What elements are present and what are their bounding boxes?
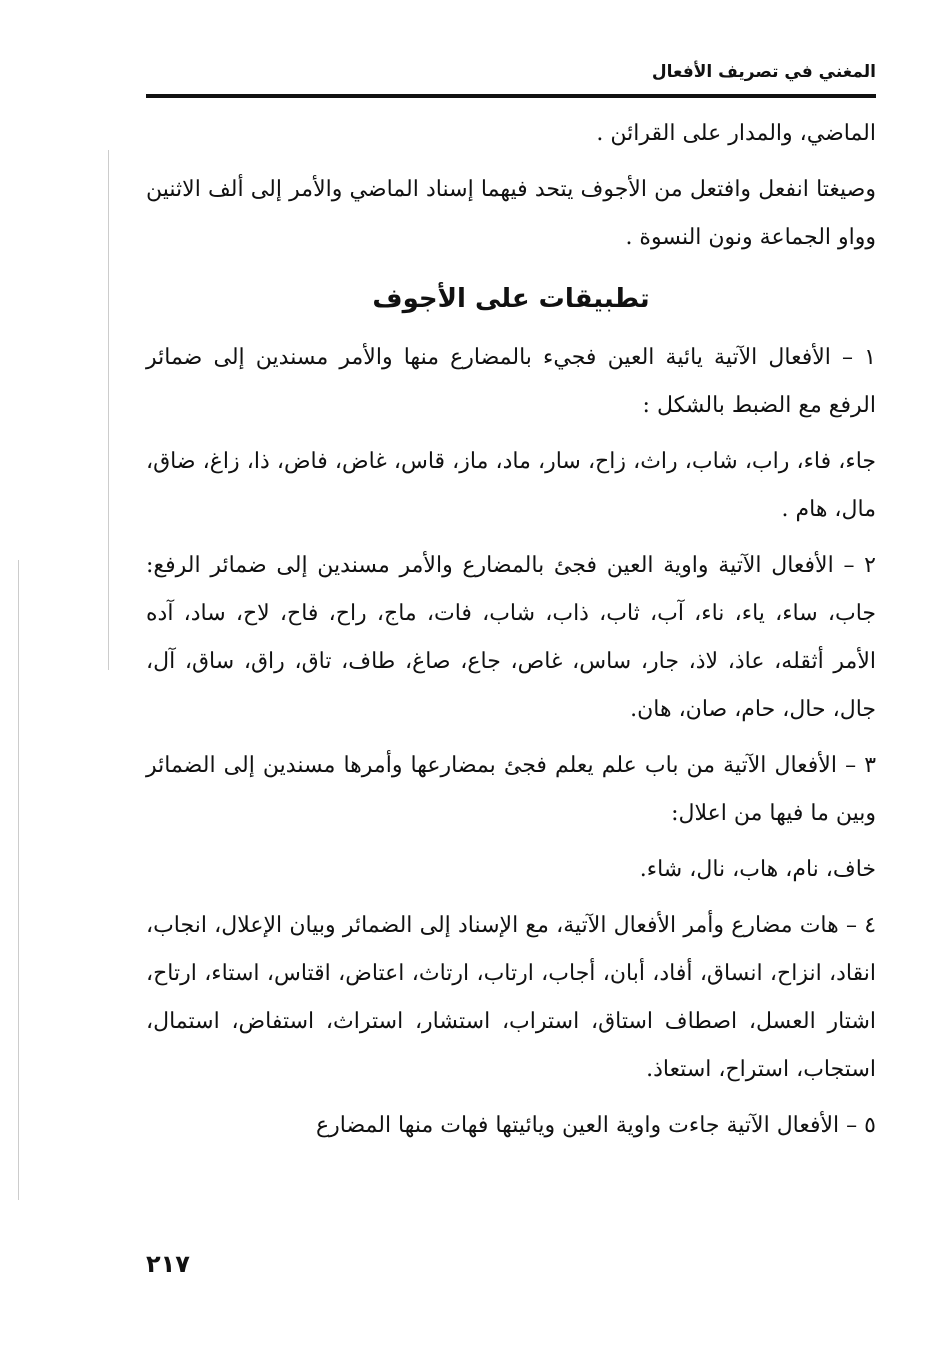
item-text: الأفعال الآتية واوية العين فجئ بالمضارع والأمر مسندين إلى ضمائر الرفع: جاب، ساء، ياء، ناء، آب، ثاب، ذاب، شاب، فات، ماج، راح، فاح، لاح، ساد، آده الأمر أثقله، عاذ، لاذ، جار، ساس، غاص، جاع، صاغ، طاف، تاق، راق، ساق، آل، جال، حال، حام، صان، هان.	[146, 553, 876, 722]
exercise-item-3-words	[146, 846, 876, 894]
item-number: ٣ –	[845, 753, 877, 778]
scan-margin-line	[108, 150, 109, 670]
scan-margin-line	[18, 560, 19, 1200]
item-number: ٤ –	[845, 913, 877, 938]
item-text: الأفعال الآتية من باب علم يعلم فجئ بمضارعها وأمرها مسندين إلى الضمائر وبين ما فيها من اعلال:	[146, 753, 876, 826]
running-title: المغني في تصريف الأفعال	[651, 62, 876, 82]
section-heading: تطبيقات على الأجوف	[372, 284, 650, 314]
paragraph: وصيغتا انفعل وافتعل من الأجوف يتحد فيهما إسناد الماضي والأمر إلى ألف الاثنين وواو الجماعة ونون النسوة .	[146, 177, 876, 250]
exercise-item-4	[146, 902, 876, 1094]
item-text: جاء، فاء، راب، شاب، راث، زاح، سار، ماد، ماز، قاس، غاض، فاض، ذا، زاغ، ضاق، مال، هام .	[146, 449, 876, 522]
item-number: ١ –	[842, 345, 876, 370]
item-number: ٥ –	[846, 1113, 876, 1138]
item-text: الأفعال الآتية جاءت واوية العين ويائيتها فهات منها المضارع	[315, 1113, 840, 1138]
continuation-paragraph: الماضي، والمدار على القرائن .	[596, 121, 876, 146]
exercise-item-1-words	[146, 438, 876, 534]
item-text: هات مضارع وأمر الأفعال الآتية، مع الإسناد إلى الضمائر وبيان الإعلال، انجاب، انقاد، انزاح، انساق، أفاد، أبان، أجاب، ارتاب، ارتاث، اعتاض، اقتاس، استاء، ارتاح، اشتار العسل، اصطاف استاق، استراب، استشار، استراث، استفاض، استمال، استجاب، استراح، استعاذ.	[146, 913, 876, 1082]
exercise-item-3	[146, 742, 876, 838]
exercise-item-5	[146, 1102, 876, 1150]
exercise-item-1	[146, 334, 876, 430]
page-number: ٢١٧	[146, 1250, 190, 1278]
header-rule	[146, 94, 876, 98]
exercise-item-2	[146, 542, 876, 734]
main-text	[146, 110, 876, 1158]
running-head	[146, 58, 876, 90]
item-text: خاف، نام، هاب، نال، شاء.	[639, 857, 876, 882]
item-text: الأفعال الآتية يائية العين فجيء بالمضارع منها والأمر مسندين إلى ضمائر الرفع مع الضبط بالشكل :	[146, 345, 876, 418]
item-number: ٢ –	[843, 553, 876, 578]
